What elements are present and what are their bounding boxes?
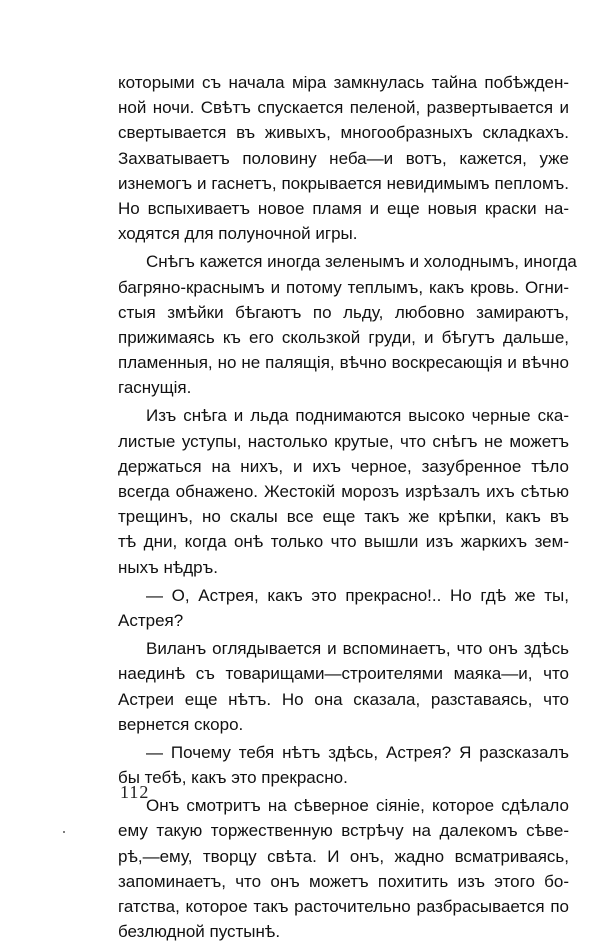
text-line: Астрея? xyxy=(118,610,184,630)
text-line: Изъ снѣга и льда поднимаются высоко черные ска- xyxy=(146,406,569,426)
text-line: ему такую торжественную встрѣчу на далекомъ сѣве- xyxy=(118,821,569,841)
text-line: Но вспыхиваетъ новое пламя и еще новыя краски на- xyxy=(118,198,569,218)
text-line: гаснущія. xyxy=(118,378,192,398)
text-line: трещинъ, но скалы все еще такъ же крѣпки, какъ въ xyxy=(118,507,569,527)
text-line: свертывается въ живыхъ, многообразныхъ складкахъ. xyxy=(118,123,569,143)
text-line: ной ночи. Свѣтъ спускается пеленой, развертывается и xyxy=(118,98,569,118)
text-line: Астреи еще нѣтъ. Но она сказала, разставаясь, что xyxy=(118,689,569,709)
text-line: держаться на нихъ, и ихъ черное, зазубренное тѣло xyxy=(118,456,569,476)
text-line: Виланъ оглядывается и вспоминаетъ, что онъ здѣсь xyxy=(146,639,569,659)
paragraph xyxy=(118,403,569,579)
text-line: стыя змѣйки бѣгаютъ по льду, любовно замираютъ, xyxy=(118,302,569,322)
text-line: листые уступы, настолько крутые, что снѣгъ не можетъ xyxy=(118,431,569,451)
text-line: которыми съ начала міра замкнулась тайна побѣжден- xyxy=(118,73,569,92)
text-line: тѣ дни, когда онѣ только что вышли изъ жаркихъ зем- xyxy=(118,532,569,552)
text-line: безлюдной пустынѣ. xyxy=(118,922,281,942)
text-line: запоминаетъ, что онъ можетъ похитить изъ этого бо- xyxy=(118,871,569,891)
text-line: Снѣгъ кажется иногда зеленымъ и холоднымъ, иногда xyxy=(146,252,577,272)
paragraph xyxy=(118,70,569,246)
text-line: пламенныя, но не палящія, вѣчно воскресающія и вѣчно xyxy=(118,353,569,373)
text-line: — О, Астрея, какъ это прекрасно!.. Но гдѣ же ты, xyxy=(146,585,569,605)
text-line: ныхъ нѣдръ. xyxy=(118,557,218,577)
paragraph xyxy=(118,793,569,944)
paragraph xyxy=(118,740,569,790)
text-line: багряно-краснымъ и потому теплымъ, какъ кровь. Огни- xyxy=(118,277,569,297)
text-line: наединѣ съ товарищами—строителями маяка—и, что xyxy=(118,664,569,684)
text-line: гатства, которое такъ расточительно разбрасывается по xyxy=(118,897,569,916)
text-line: вернется скоро. xyxy=(118,714,244,734)
paragraph xyxy=(118,636,569,737)
text-line: изнемогъ и гаснетъ, покрывается невидимымъ пепломъ. xyxy=(118,173,569,193)
text-line: Онъ смотритъ на сѣверное сіяніе, которое сдѣлало xyxy=(146,796,569,816)
body-text xyxy=(118,70,577,944)
text-line: бы тебѣ, какъ это прекрасно. xyxy=(118,768,348,788)
text-line: — Почему тебя нѣтъ здѣсь, Астрея? Я разсказалъ xyxy=(146,742,569,762)
paragraph xyxy=(118,583,569,633)
text-line: рѣ,—ему, творцу свѣта. И онъ, жадно всматриваясь, xyxy=(118,846,569,866)
text-line: всегда обнажено. Жестокій морозъ изрѣзалъ ихъ сѣтью xyxy=(118,482,569,501)
scan-speck xyxy=(63,831,65,833)
paragraph xyxy=(118,249,577,400)
text-line: Захватываетъ половину неба—и вотъ, кажется, уже xyxy=(118,148,569,168)
text-line: прижимаясь къ его скользкой груди, и бѣгутъ дальше, xyxy=(118,327,569,347)
page-number: 112 xyxy=(120,782,150,802)
text-line: ходятся для полуночной игры. xyxy=(118,224,358,244)
